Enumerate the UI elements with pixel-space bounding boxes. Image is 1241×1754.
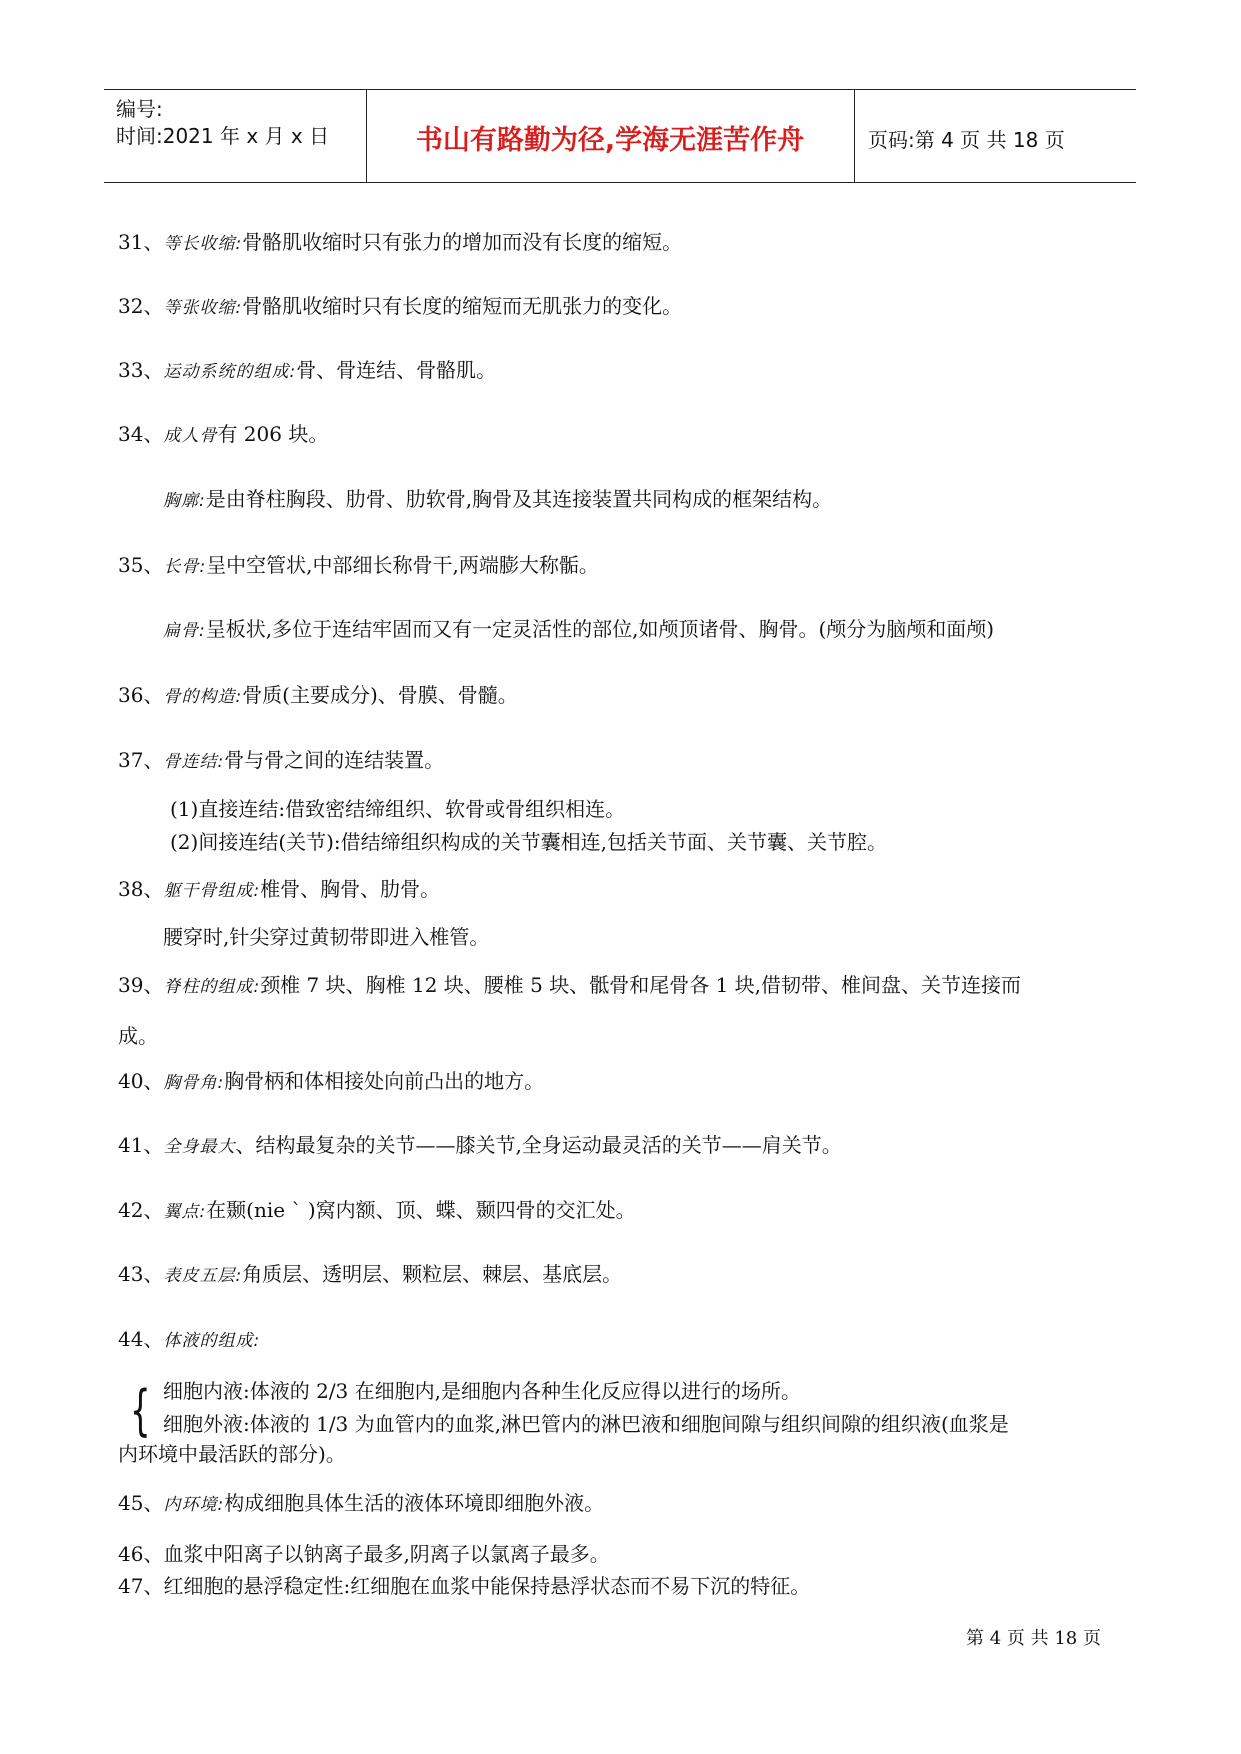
list-item: 扁骨:呈板状,多位于连结牢固而又有一定灵活性的部位,如颅顶诸骨、胸骨。(颅分为脑颅和面颅) [163,617,995,641]
list-item: 胸廓:是由脊柱胸段、肋骨、肋软骨,胸骨及其连接装置共同构成的框架结构。 [163,487,833,511]
term: 等长收缩: [163,234,243,254]
term: 体液的组成: [163,1331,261,1351]
list-item: 内环境中最活跃的部分)。 [118,1442,346,1466]
list-item: 33、运动系统的组成:骨、骨连结、骨骼肌。 [118,358,497,382]
list-item: (2)间接连结(关节):借结缔组织构成的关节囊相连,包括关节面、关节囊、关节腔。 [170,830,888,854]
term: 骨的构造: [163,687,243,707]
list-item: 31、等长收缩:骨骼肌收缩时只有张力的增加而没有长度的缩短。 [118,230,683,254]
list-item: 39、脊柱的组成:颈椎 7 块、胸椎 12 块、腰椎 5 块、骶骨和尾骨各 1 块,借韧带、椎间盘、关节连接而 [118,973,1022,997]
time-label: 时间:2021 年 x 月 x 日 [116,124,330,148]
page-footer: 第 4 页 共 18 页 [966,1628,1101,1649]
term: 躯干骨组成: [163,881,261,901]
list-item: 34、成人骨有 206 块。 [118,422,329,446]
header-motto-cell [366,90,855,182]
term: 扁骨: [163,621,206,641]
number-label: 编号: [116,97,163,121]
list-item: 36、骨的构造:骨质(主要成分)、骨膜、骨髓。 [118,683,518,707]
header-page-cell [854,90,1136,182]
list-item: 40、胸骨角:胸骨柄和体相接处向前凸出的地方。 [118,1069,545,1093]
list-item: 45、内环境:构成细胞具体生活的液体环境即细胞外液。 [118,1491,605,1515]
term: 翼点: [163,1202,207,1222]
list-item: 35、长骨:呈中空管状,中部细长称骨干,两端膨大称骺。 [118,553,599,577]
page-label: 页码:第 4 页 共 18 页 [868,128,1065,152]
list-item: 细胞内液:体液的 2/3 在细胞内,是细胞内各种生化反应得以进行的场所。 [163,1379,801,1403]
list-item: 38、躯干骨组成:椎骨、胸骨、肋骨。 [118,877,441,901]
term: 脊柱的组成: [163,977,261,997]
list-item: 47、红细胞的悬浮稳定性:红细胞在血浆中能保持悬浮状态而不易下沉的特征。 [118,1574,811,1598]
term: 运动系统的组成: [163,362,297,382]
document-header [104,89,1136,183]
list-item: 细胞外液:体液的 1/3 为血管内的血浆,淋巴管内的淋巴液和细胞间隙与组织间隙的组织液(血浆是 [163,1412,1009,1436]
list-item: 44、体液的组成: [118,1327,261,1351]
term: 成人骨 [163,426,218,446]
list-item: 成。 [118,1024,158,1048]
header-info-cell [104,90,367,182]
term: 胸骨角: [163,1073,225,1093]
list-item: (1)直接连结:借致密结缔组织、软骨或骨组织相连。 [170,797,626,821]
term: 表皮五层: [163,1266,243,1286]
term: 全身最大 [163,1137,236,1157]
term: 等张收缩: [163,298,243,318]
list-item: 43、表皮五层:角质层、透明层、颗粒层、棘层、基底层。 [118,1262,623,1286]
term: 胸廓: [163,491,206,511]
list-item: 41、全身最大、结构最复杂的关节——膝关节,全身运动最灵活的关节——肩关节。 [118,1133,842,1157]
list-item: 46、血浆中阳离子以钠离子最多,阴离子以氯离子最多。 [118,1542,610,1566]
term: 长骨: [163,557,207,577]
term: 骨连结: [163,752,225,772]
brace-icon: { [130,1379,151,1442]
term: 内环境: [163,1495,225,1515]
list-item: 32、等张收缩:骨骼肌收缩时只有长度的缩短而无肌张力的变化。 [118,294,683,318]
list-item: 37、骨连结:骨与骨之间的连结装置。 [118,748,445,772]
list-item: 42、翼点:在颞(nie ` )窝内额、顶、蝶、颞四骨的交汇处。 [118,1198,636,1222]
list-item: 腰穿时,针尖穿过黄韧带即进入椎管。 [163,925,490,949]
motto: 书山有路勤为径,学海无涯苦作舟 [415,125,805,156]
